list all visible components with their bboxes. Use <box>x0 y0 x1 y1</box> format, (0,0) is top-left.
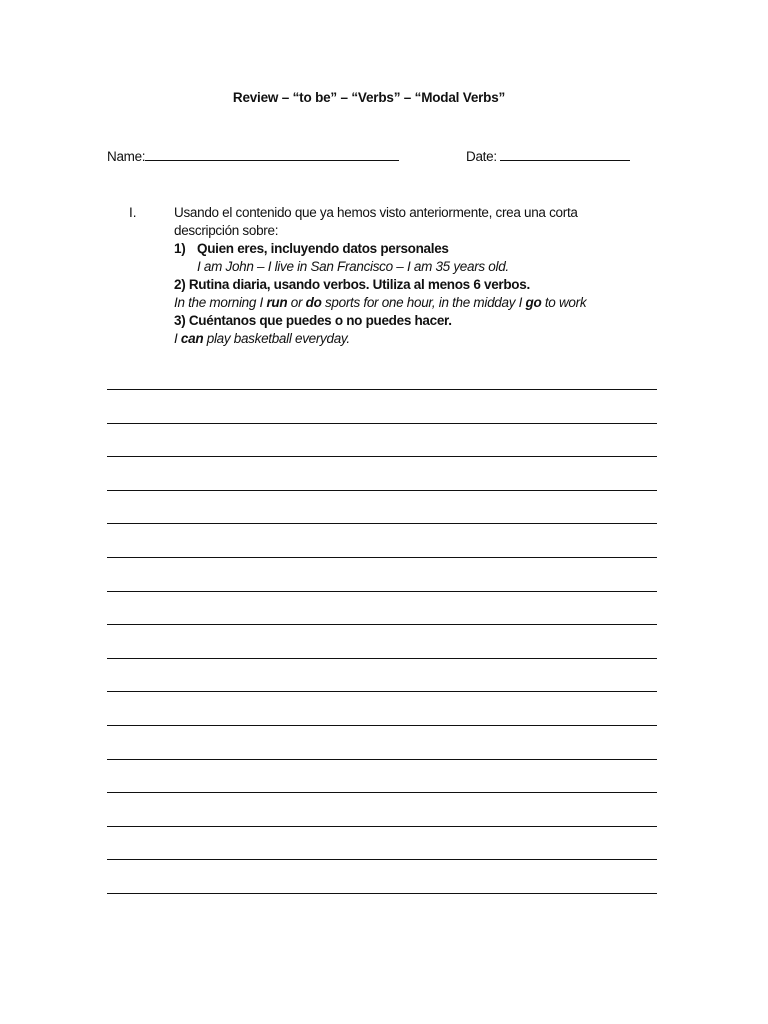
item2-example-part: or <box>287 295 306 310</box>
item1-example: I am John – I live in San Francisco – I am 35 years old. <box>197 259 509 274</box>
item3-modal-can: can <box>180 331 204 346</box>
writing-lines <box>107 389 657 894</box>
writing-line <box>107 491 657 525</box>
item3-heading: 3) Cuéntanos que puedes o no puedes hacer. <box>174 313 452 328</box>
writing-line <box>107 692 657 726</box>
writing-line <box>107 659 657 693</box>
item2-example <box>174 294 644 312</box>
writing-line <box>107 592 657 626</box>
item2-heading: 2) Rutina diaria, usando verbos. Utiliza al menos 6 verbos. <box>174 277 530 292</box>
writing-line <box>107 760 657 794</box>
item1-heading-text: Quien eres, incluyendo datos personales <box>197 241 449 256</box>
writing-line <box>107 558 657 592</box>
writing-line <box>107 827 657 861</box>
section-instructions <box>174 204 644 348</box>
instruction-text: Usando el contenido que ya hemos visto anteriormente, crea una corta descripción sobre: <box>174 205 578 238</box>
item1-heading <box>174 240 644 258</box>
item2-example-part: sports for one hour, in the midday I <box>321 295 526 310</box>
item2-example-part: to work <box>541 295 587 310</box>
item3-example-part: I <box>174 331 181 346</box>
item2-verb-run: run <box>266 295 288 310</box>
section-number: I. <box>129 205 137 220</box>
name-blank-line <box>145 148 399 161</box>
date-field <box>466 148 630 164</box>
item2-verb-do: do <box>305 295 322 310</box>
item2-verb-go: go <box>525 295 542 310</box>
name-label: Name: <box>107 149 146 164</box>
item3-example-part: play basketball everyday. <box>203 331 350 346</box>
item1-number: 1) <box>174 241 186 256</box>
date-blank-line <box>500 148 630 161</box>
writing-line <box>107 793 657 827</box>
item3-example <box>174 330 644 348</box>
worksheet-title: Review – “to be” – “Verbs” – “Modal Verbs” <box>232 90 506 105</box>
name-field <box>107 148 399 164</box>
item2-example-part: In the morning I <box>174 295 267 310</box>
writing-line <box>107 860 657 894</box>
writing-line <box>107 524 657 558</box>
writing-line <box>107 625 657 659</box>
writing-line <box>107 390 657 424</box>
writing-line <box>107 424 657 458</box>
writing-line <box>107 726 657 760</box>
date-label: Date: <box>466 149 497 164</box>
writing-line <box>107 457 657 491</box>
